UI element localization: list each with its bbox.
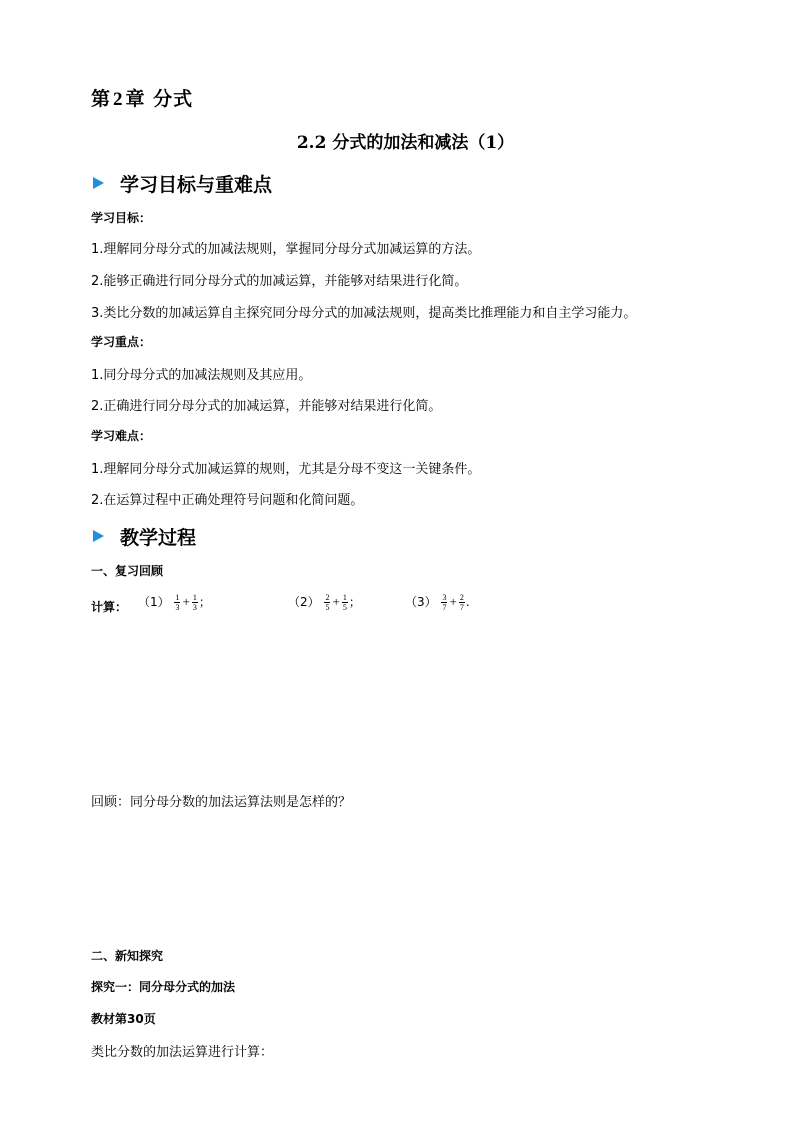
objective-item: 2.能够正确进行同分母分式的加减运算，并能够对结果进行化简。 <box>91 274 468 289</box>
fraction: $\frac{1}{5}$ <box>342 593 347 612</box>
section-heading-process <box>93 523 196 550</box>
analogy-text: 类比分数的加法运算进行计算： <box>91 1045 274 1060</box>
difficulty-item: 2.在运算过程中正确处理符号问题和化简问题。 <box>91 493 364 508</box>
key-point-item: 2.正确进行同分母分式的加减运算，并能够对结果进行化简。 <box>91 399 442 414</box>
calc-label: 计算： <box>91 600 128 614</box>
lesson-title: 2.2 分式的加法和减法（1） <box>296 133 515 153</box>
review-question: 回顾：同分母分数的加法运算法则是怎样的？ <box>91 795 352 810</box>
review-title: 一、复习回顾 <box>91 564 164 578</box>
chapter-heading <box>91 84 193 111</box>
objective-item: 1.理解同分母分式的加减法规则，掌握同分母分式加减运算的方法。 <box>91 242 481 257</box>
calc-end: ； <box>198 595 211 609</box>
chapter-number: 2 <box>113 89 124 110</box>
triangle-bullet-icon <box>93 530 104 542</box>
explore-title: 探究一：同分母分式的加法 <box>91 980 236 994</box>
plus-sign: + <box>332 594 340 609</box>
fraction: $\frac{2}{7}$ <box>459 593 464 612</box>
plus-sign: + <box>449 594 457 609</box>
objectives-label: 学习目标： <box>91 211 152 225</box>
difficulties-label: 学习难点： <box>91 429 152 443</box>
calc-item-3 <box>405 593 470 612</box>
key-points-label: 学习重点： <box>91 335 152 349</box>
textbook-reference: 教材第30页 <box>91 1012 156 1026</box>
plus-sign: + <box>182 594 190 609</box>
chapter-suffix: 章 分式 <box>125 88 194 110</box>
fraction: $\frac{2}{5}$ <box>325 593 330 612</box>
key-point-item: 1.同分母分式的加减法规则及其应用。 <box>91 368 312 383</box>
calc-end: . <box>465 595 470 609</box>
section-heading-text: 教学过程 <box>120 527 197 549</box>
chapter-prefix: 第 <box>91 88 112 110</box>
difficulty-item: 1.理解同分母分式加减运算的规则，尤其是分母不变这一关键条件。 <box>91 462 481 477</box>
calc-index: （3） <box>405 595 437 609</box>
objective-item: 3.类比分数的加减运算自主探究同分母分式的加减法规则，提高类比推理能力和自主学习能力。 <box>91 306 637 321</box>
triangle-bullet-icon <box>93 177 104 189</box>
calc-index: （2） <box>288 595 320 609</box>
calc-item-2 <box>288 593 361 612</box>
new-knowledge-title: 二、新知探究 <box>91 949 164 963</box>
section-heading-text: 学习目标与重难点 <box>120 174 273 196</box>
calc-end: ； <box>348 595 361 609</box>
fraction: $\frac{1}{3}$ <box>192 593 197 612</box>
section-heading-objectives <box>93 170 272 197</box>
fraction: $\frac{1}{3}$ <box>175 593 180 612</box>
fraction: $\frac{3}{7}$ <box>442 593 447 612</box>
calc-index: （1） <box>138 595 170 609</box>
calc-item-1 <box>138 593 211 612</box>
